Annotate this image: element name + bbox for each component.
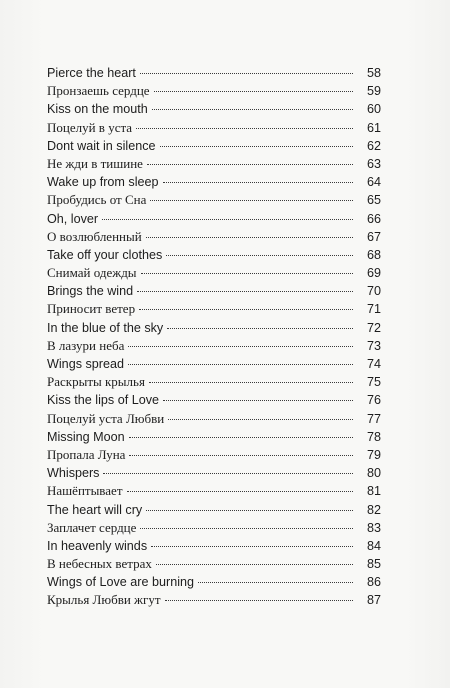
toc-entry	[47, 537, 381, 555]
toc-entry-page-number: 83	[366, 520, 381, 535]
toc-entry-title: Whispers	[47, 466, 100, 481]
toc-entry-page-number: 70	[366, 284, 381, 299]
dot-leader	[167, 328, 353, 329]
toc-entry-title: Пробудись от Сна	[47, 192, 147, 208]
toc-entry-title: The heart will cry	[47, 502, 143, 517]
toc-entry	[47, 228, 381, 246]
dot-leader	[139, 309, 353, 310]
toc-entry	[47, 100, 381, 118]
toc-entry-title: Не жди в тишине	[47, 155, 143, 171]
toc-entry-page-number: 75	[366, 375, 381, 390]
toc-entry-page-number: 86	[366, 575, 381, 590]
toc-entry	[47, 210, 381, 228]
toc-entry-page-number: 59	[366, 84, 381, 99]
toc-entry	[47, 282, 381, 300]
toc-entry-title: Нашёптывает	[47, 483, 123, 499]
dot-leader	[137, 291, 353, 292]
toc-entry-title: Brings the wind	[47, 284, 134, 299]
dot-leader	[154, 91, 353, 92]
toc-entry-page-number: 78	[366, 429, 381, 444]
toc-entry	[47, 300, 381, 318]
table-of-contents	[47, 64, 381, 610]
toc-entry	[47, 573, 381, 591]
dot-leader	[156, 564, 353, 565]
dot-leader	[102, 219, 353, 220]
dot-leader	[141, 273, 353, 274]
dot-leader	[165, 600, 353, 601]
toc-entry-page-number: 66	[366, 211, 381, 226]
toc-entry	[47, 82, 381, 100]
toc-entry-title: Dont wait in silence	[47, 138, 156, 153]
dot-leader	[127, 491, 354, 492]
toc-entry-title: О возлюбленный	[47, 228, 142, 244]
dot-leader	[136, 128, 353, 129]
dot-leader	[149, 382, 353, 383]
toc-entry-page-number: 74	[366, 357, 381, 371]
toc-entry-page-number: 71	[366, 302, 381, 317]
toc-entry	[47, 119, 381, 137]
dot-leader	[160, 146, 354, 147]
toc-entry-title: Oh, lover	[47, 211, 99, 226]
toc-entry	[47, 137, 381, 155]
toc-entry	[47, 373, 381, 391]
dot-leader	[152, 109, 353, 110]
toc-entry-title: Раскрыты крылья	[47, 374, 145, 390]
toc-entry-title: Пропала Луна	[47, 446, 126, 462]
toc-entry-title: В небесных ветрах	[47, 556, 152, 572]
dot-leader	[103, 473, 353, 474]
toc-entry-page-number: 79	[366, 447, 381, 462]
dot-leader	[150, 200, 353, 201]
toc-entry	[47, 428, 381, 446]
toc-entry	[47, 482, 381, 500]
toc-entry	[47, 319, 381, 337]
toc-entry-page-number: 64	[366, 175, 381, 190]
toc-entry-page-number: 67	[366, 229, 381, 244]
toc-entry	[47, 173, 381, 191]
dot-leader	[129, 455, 353, 456]
toc-entry-page-number: 76	[366, 393, 381, 408]
toc-entry	[47, 519, 381, 537]
dot-leader	[166, 255, 353, 256]
toc-entry-page-number: 63	[366, 156, 381, 171]
toc-entry-title: Kiss on the mouth	[47, 102, 148, 117]
toc-entry-title: In the blue of the sky	[47, 320, 164, 335]
toc-entry-title: In heavenly winds	[47, 538, 148, 553]
dot-leader	[140, 528, 353, 529]
toc-entry-title: Заплачет сердце	[47, 519, 137, 535]
toc-entry-page-number: 80	[366, 466, 381, 481]
toc-entry-page-number: 60	[366, 102, 381, 117]
toc-entry-title: Wings spread	[47, 357, 124, 371]
toc-entry-title: Пронзаешь сердце	[47, 83, 150, 99]
dot-leader	[128, 346, 353, 347]
toc-entry	[47, 501, 381, 519]
toc-entry	[47, 264, 381, 282]
toc-entry-title: Missing Moon	[47, 429, 125, 444]
dot-leader	[198, 582, 353, 583]
dot-leader	[151, 546, 353, 547]
dot-leader	[147, 164, 353, 165]
toc-entry	[47, 464, 381, 482]
dot-leader	[146, 237, 353, 238]
dot-leader	[163, 182, 353, 183]
toc-entry-title: Приносит ветер	[47, 301, 136, 317]
toc-entry-page-number: 73	[366, 338, 381, 353]
toc-entry-title: Поцелуй в уста	[47, 119, 133, 135]
toc-entry-page-number: 81	[366, 484, 381, 499]
dot-leader	[163, 400, 353, 401]
toc-entry-title: Wake up from sleep	[47, 175, 159, 190]
toc-entry-page-number: 68	[366, 247, 381, 262]
toc-entry	[47, 155, 381, 173]
toc-entry-page-number: 72	[366, 320, 381, 335]
dot-leader	[129, 437, 353, 438]
dot-leader	[146, 510, 353, 511]
toc-entry-page-number: 82	[366, 502, 381, 517]
toc-entry-title: Снимай одежды	[47, 265, 137, 281]
toc-entry	[47, 410, 381, 428]
toc-entry	[47, 391, 381, 409]
toc-entry-page-number: 87	[366, 593, 381, 608]
dot-leader	[140, 73, 353, 74]
toc-entry-title: Take off your clothes	[47, 247, 163, 262]
toc-entry-title: Крылья Любви жгут	[47, 592, 161, 608]
toc-entry	[47, 337, 381, 355]
toc-entry-page-number: 65	[366, 193, 381, 208]
toc-entry-page-number: 61	[366, 120, 381, 135]
toc-entry	[47, 355, 381, 373]
toc-entry-page-number: 85	[366, 557, 381, 572]
toc-entry-title: Kiss the lips of Love	[47, 393, 160, 408]
toc-entry-title: Поцелуй уста Любви	[47, 410, 165, 426]
dot-leader	[168, 419, 353, 420]
toc-entry-page-number: 69	[366, 266, 381, 281]
toc-entry	[47, 191, 381, 209]
toc-entry	[47, 591, 381, 609]
toc-entry-page-number: 77	[366, 411, 381, 426]
toc-entry	[47, 555, 381, 573]
toc-entry-page-number: 58	[366, 66, 381, 80]
dot-leader	[128, 364, 353, 365]
toc-entry-page-number: 62	[366, 138, 381, 153]
toc-entry	[47, 246, 381, 264]
toc-entry	[47, 446, 381, 464]
toc-entry-page-number: 84	[366, 538, 381, 553]
toc-entry-title: Pierce the heart	[47, 66, 136, 80]
toc-entry	[47, 64, 381, 82]
toc-entry-title: В лазури неба	[47, 337, 125, 353]
toc-entry-title: Wings of Love are burning	[47, 575, 195, 590]
